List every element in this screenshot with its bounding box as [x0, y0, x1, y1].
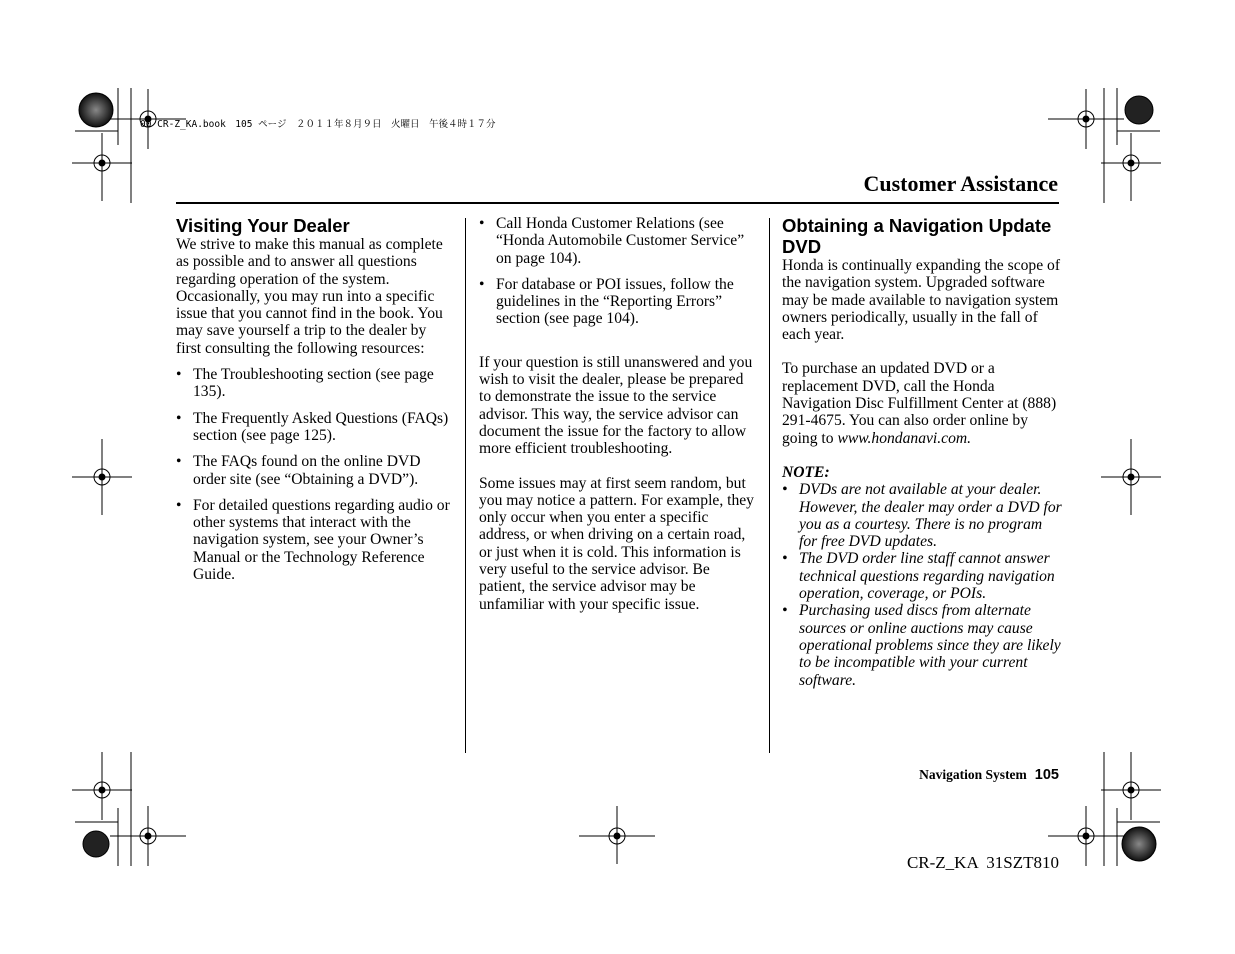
document-code: CR-Z_KA 31SZT810 — [906, 853, 1059, 872]
paragraph — [782, 360, 1062, 446]
column-1 — [176, 215, 454, 583]
list-item: • The DVD order line staff cannot answer technical questions regarding navigation operation, coverage, or POIs. — [782, 550, 1062, 602]
footer-label: Navigation System — [919, 767, 1027, 782]
paragraph: If your question is still unanswered and you wish to visit the dealer, please be prepared to demonstrate the issue to the service advisor. This way, the service advisor can document the issue for the factory to allow more efficient troubleshooting. — [479, 353, 753, 458]
footer — [919, 767, 1059, 783]
list-item: • DVDs are not available at your dealer. However, the dealer may order a DVD for you as a courtesy. There is no program for free DVD updates. — [782, 481, 1062, 550]
list-item: • The Frequently Asked Questions (FAQs) section (see page 125). — [176, 410, 454, 445]
list-item: • Call Honda Customer Relations (see “Honda Automobile Customer Service” on page 104). — [479, 215, 759, 267]
bullet-list — [479, 215, 759, 328]
list-item: • For detailed questions regarding audio or other systems that interact with the navigation system, see your Owner’s Manual or the Technology Reference Guide. — [176, 497, 454, 583]
paragraph-text: To purchase an updated DVD or a replacement DVD, call the Honda Navigation Disc Fulfillment Center at (888) 291-4675. You can also order online by going to — [782, 360, 1057, 447]
column-divider — [769, 218, 770, 753]
column-divider — [465, 218, 466, 753]
note-label: NOTE: — [782, 463, 830, 481]
paragraph: We strive to make this manual as complete as possible and to answer all questions regarding operation of the system. Occasionally, you may run into a specific issue that you cannot find in the book. You may save yourself a trip to the dealer by first consulting the following resources: — [176, 236, 443, 357]
section-heading: Visiting Your Dealer — [176, 215, 350, 236]
paragraph: Honda is continually expanding the scope of the navigation system. Upgraded software may be made available to navigation system owners periodically, usually in the fall of each year. — [782, 257, 1061, 344]
page-title: Customer Assistance — [863, 171, 1058, 196]
paragraph: Some issues may at first seem random, but you may notice a pattern. For example, they only occur when you enter a specific address, or when driving on a certain road, or just when it is cold. This information is very useful to the service advisor. Be patient, the service advisor may be unfamiliar with your specific issue. — [479, 474, 754, 613]
title-rule — [176, 202, 1059, 204]
website-link: www.hondanavi.com. — [837, 429, 972, 447]
list-item: • The FAQs found on the online DVD order site (see “Obtaining a DVD”). — [176, 453, 454, 488]
section-heading: Obtaining a Navigation Update DVD — [782, 215, 1052, 257]
list-item: • For database or POI issues, follow the guidelines in the “Reporting Errors” section (see page 104). — [479, 276, 759, 328]
print-header: 00 CR-Z_KA.book 105 ページ ２０１１年８月９日 火曜日 午後４時１７分 — [140, 119, 496, 130]
column-3 — [782, 215, 1062, 689]
column-2 — [479, 215, 759, 613]
list-item: • Purchasing used discs from alternate sources or online auctions may cause operational problems since they are likely to be incompatible with your current software. — [782, 602, 1062, 688]
note-list — [782, 481, 1062, 689]
list-item: • The Troubleshooting section (see page 135). — [176, 366, 454, 401]
page-number: 105 — [1034, 767, 1059, 783]
bullet-list — [176, 366, 454, 583]
